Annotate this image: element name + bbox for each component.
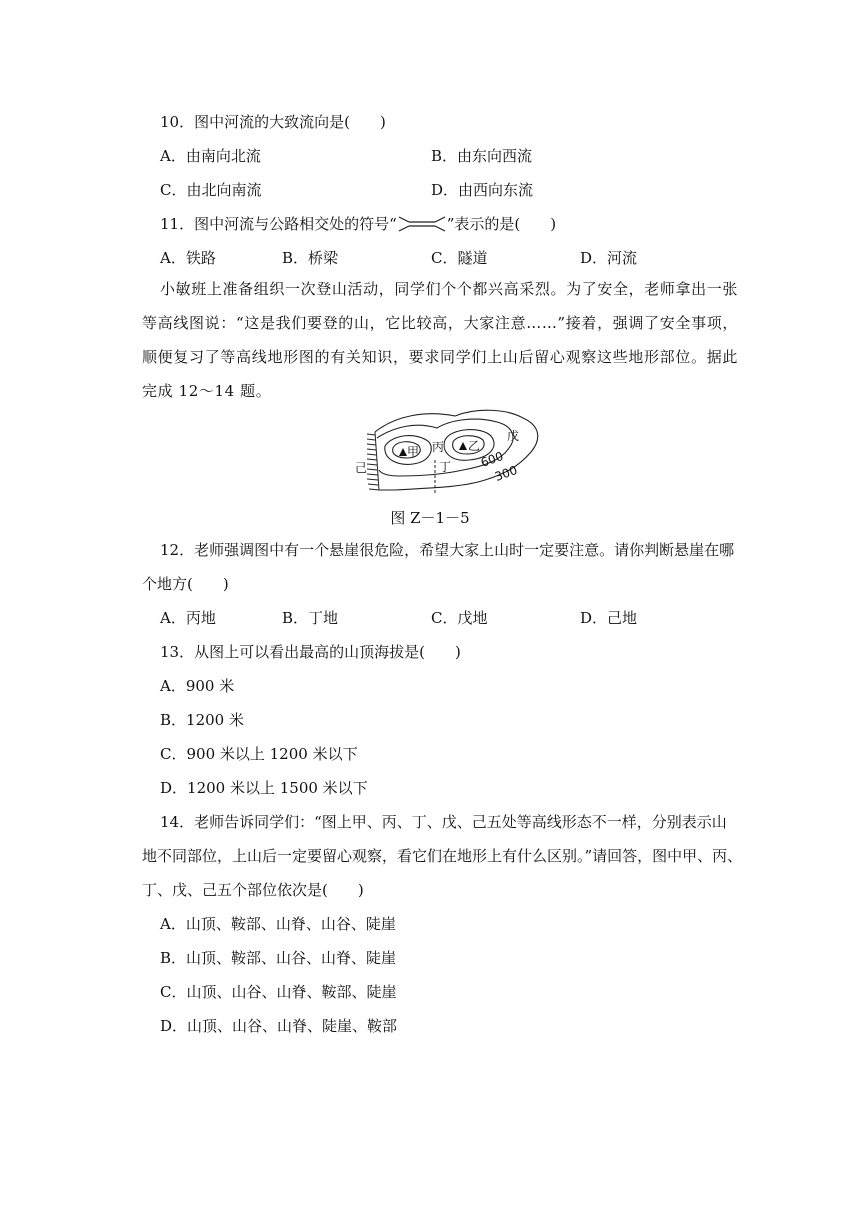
question-10-option-c: C．由北向南流	[160, 181, 262, 199]
label-ji: 己	[355, 461, 368, 475]
question-12-option-d: D．己地	[580, 609, 638, 627]
label-jia: 甲	[407, 445, 420, 459]
question-10-option-b: B．由东向西流	[431, 147, 533, 165]
label-ding: 丁	[439, 460, 452, 474]
question-10-stem: 10．图中河流的大致流向是( )	[160, 113, 386, 131]
question-13-option-b: B．1200 米	[160, 711, 244, 729]
label-bing: 丙	[432, 440, 445, 454]
question-12-option-b: B．丁地	[282, 609, 339, 627]
cliff-hatch	[367, 432, 379, 490]
peak-jia-marker	[399, 448, 407, 456]
question-10-option-a: A．由南向北流	[160, 147, 261, 165]
question-11-stem	[160, 214, 556, 234]
bridge-symbol-icon	[397, 215, 447, 233]
question-12-option-c: C．戊地	[431, 609, 488, 627]
question-14-stem-line2: 地不同部位，上山后一定要留心观察，看它们在地形上有什么区别。”请回答，图中甲、丙、	[142, 847, 743, 865]
peak-yi-marker	[459, 442, 467, 450]
question-11-option-d: D．河流	[580, 249, 638, 267]
question-11-stem-after: ”表示的是( )	[446, 215, 557, 233]
reading-passage: 小敏班上准备组织一次登山活动，同学们个个都兴高采烈。为了安全，老师拿出一张等高线图说：“这是我们要登的山，它比较高，大家注意……”接着，强调了安全事项，顺便复习了等高线地形图的有关知识，要求同学们上山后留心观察这些地形部位。据此完成 12～14 题。	[142, 280, 738, 400]
question-14-option-a: A．山顶、鞍部、山脊、山谷、陡崖	[160, 915, 396, 933]
label-300: 300	[492, 462, 520, 484]
contour-map-figure	[355, 404, 547, 496]
question-13-option-d: D．1200 米以上 1500 米以下	[160, 779, 368, 797]
label-yi: 乙	[468, 439, 481, 453]
label-wu: 戊	[507, 429, 520, 443]
question-12-stem-line1: 12．老师强调图中有一个悬崖很危险，希望大家上山时一定要注意。请你判断悬崖在哪	[160, 541, 735, 559]
question-11-option-c: C．隧道	[431, 249, 488, 267]
question-11-stem-before: 11．图中河流与公路相交处的符号“	[160, 215, 397, 233]
question-13-stem: 13．从图上可以看出最高的山顶海拔是( )	[160, 643, 461, 661]
question-13-option-a: A．900 米	[160, 677, 235, 695]
question-12-option-a: A．丙地	[160, 609, 216, 627]
question-12-stem-line2: 个地方( )	[142, 575, 229, 593]
question-11-option-a: A．铁路	[160, 249, 216, 267]
figure-caption: 图 Z－1－5	[390, 509, 470, 527]
question-14-stem-line1: 14．老师告诉同学们：“图上甲、丙、丁、戊、己五处等高线形态不一样，分别表示山	[160, 813, 727, 831]
question-13-option-c: C．900 米以上 1200 米以下	[160, 745, 358, 763]
question-10-option-d: D．由西向东流	[431, 181, 534, 199]
question-11-option-b: B．桥梁	[282, 249, 339, 267]
question-14-option-d: D．山顶、山谷、山脊、陡崖、鞍部	[160, 1017, 398, 1035]
question-14-stem-line3: 丁、戊、己五个部位依次是( )	[142, 881, 364, 899]
question-14-option-b: B．山顶、鞍部、山谷、山脊、陡崖	[160, 949, 397, 967]
question-14-option-c: C．山顶、山谷、山脊、鞍部、陡崖	[160, 983, 397, 1001]
label-600: 600	[478, 448, 506, 470]
